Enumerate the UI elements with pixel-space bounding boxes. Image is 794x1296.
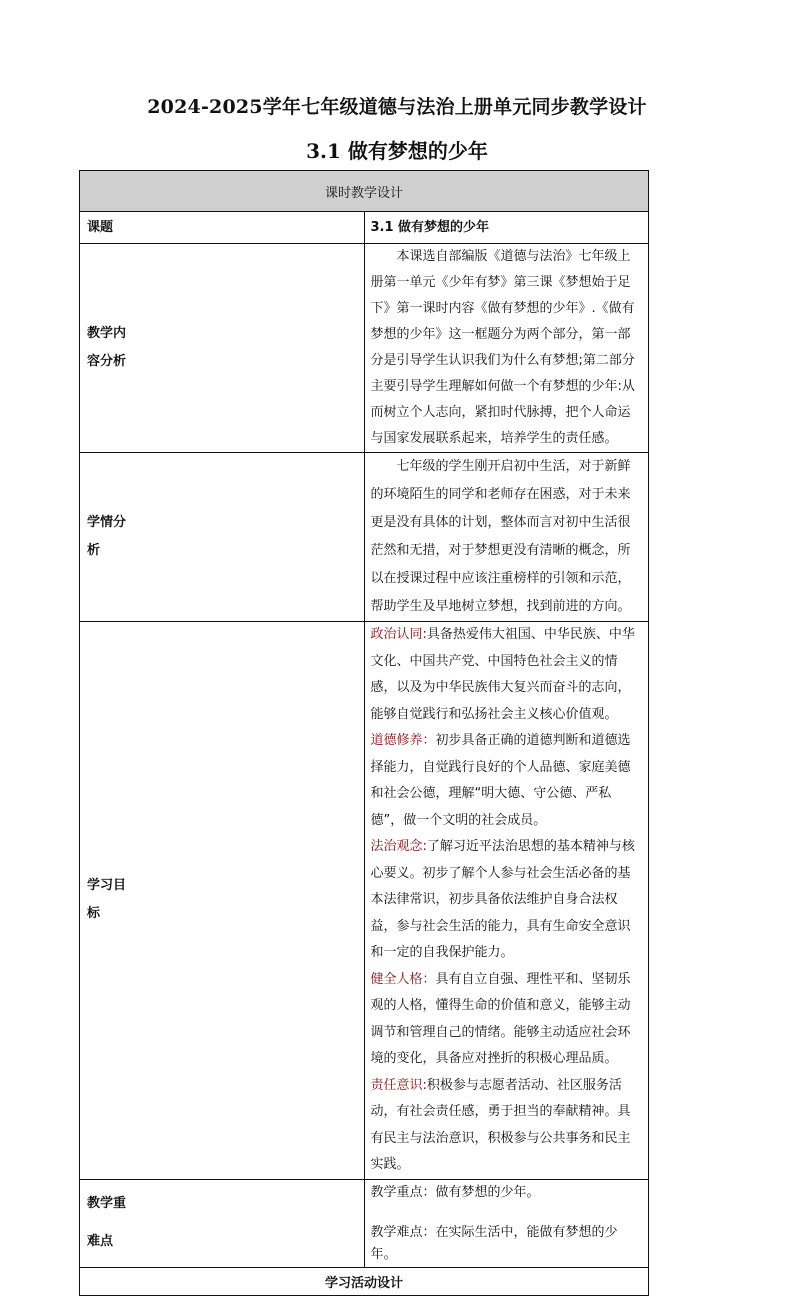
row-label-content-analysis: 教学内容分析	[80, 244, 365, 453]
table-row-learner-analysis	[80, 453, 649, 622]
topic-value: 3.1 做有梦想的少年	[364, 212, 649, 244]
teaching-difficulty: 教学难点：在实际生活中，能做有梦想的少年。	[370, 1224, 618, 1262]
goal-moral-cultivation	[371, 728, 643, 834]
content-analysis-cell	[364, 244, 649, 453]
table-header: 课时教学设计	[80, 171, 649, 212]
row-label-learner-analysis: 学情分析	[80, 453, 365, 622]
lesson-design-table	[79, 170, 649, 1296]
learner-analysis-text: 七年级的学生刚开启初中生活，对于新鲜的环境陌生的同学和老师存在困惑，对于未来更是没有具体的计划，整体而言对初中生活很茫然和无措，对于梦想更没有清晰的概念，所以在授课过程中应该注重榜样的引领和示范，帮助学生及早地树立梦想，找到前进的方向。	[370, 459, 631, 614]
table-row-topic	[80, 212, 649, 244]
learner-analysis-cell	[364, 453, 649, 622]
row-label-topic: 课题	[80, 212, 365, 244]
table-row-content-analysis	[80, 244, 649, 453]
row-label-learning-goals: 学习目标	[80, 622, 365, 1180]
content-analysis-text: 本课选自部编版《道德与法治》七年级上册第一单元《少年有梦》第三课《梦想始于足下》第一课时内容《做有梦想的少年》.《做有梦想的少年》这一框题分为两个部分，第一部分是引导学生认识我们为什么有梦想;第二部分主要引导学生理解如何做一个有梦想的少年:从而树立个人志向，紧扣时代脉搏，把个人命运与国家发展联系起来，培养学生的责任感。	[370, 249, 635, 446]
row-label-focus-difficulty: 教学重难点	[80, 1179, 365, 1267]
table-row-learning-goals	[80, 622, 649, 1180]
goal-text: 具备热爱伟大祖国、中华民族、中华文化、中国共产党、中国特色社会主义的情感，以及为中华民族伟大复兴而奋斗的志向，能够自觉践行和弘扬社会主义核心价值观。	[370, 627, 635, 722]
activity-design-header: 学习活动设计	[80, 1267, 649, 1295]
table-header-row	[80, 171, 649, 212]
goal-key-label: 道德修养：	[370, 733, 436, 748]
goal-key-label: 健全人格：	[370, 971, 436, 987]
goal-sound-personality	[371, 967, 643, 1073]
goal-key-label: 责任意识:	[370, 1077, 427, 1093]
goal-responsibility	[371, 1073, 643, 1179]
goal-rule-of-law	[371, 834, 643, 967]
document-title: 2024-2025学年七年级道德与法治上册单元同步教学设计	[147, 96, 647, 118]
teaching-focus: 教学重点：做有梦想的少年。	[370, 1184, 540, 1200]
goal-political-identity	[371, 622, 643, 728]
goal-text: 积极参与志愿者活动、社区服务活动，有社会责任感，勇于担当的奉献精神。具有民主与法治意识，积极参与公共事务和民主实践。	[370, 1077, 631, 1172]
goal-key-label: 政治认同:	[370, 627, 427, 642]
lesson-subtitle: 3.1 做有梦想的少年	[306, 139, 488, 163]
goal-key-label: 法治观念:	[370, 839, 427, 854]
table-row-activity-design	[80, 1267, 649, 1295]
learning-goals-cell	[364, 622, 649, 1180]
goal-text: 了解习近平法治思想的基本精神与核心要义。初步了解个人参与社会生活必备的基本法律常识，初步具备依法维护自身合法权益，参与社会生活的能力，具有生命安全意识和一定的自我保护能力。	[370, 839, 635, 960]
focus-difficulty-cell	[364, 1179, 649, 1267]
goal-text: 初步具备正确的道德判断和道德选择能力，自觉践行良好的个人品德、家庭美德和社会公德，理解“明大德、守公德、严私德”，做一个文明的社会成员。	[370, 733, 631, 828]
goal-text: 具有自立自强、理性平和、坚韧乐观的人格，懂得生命的价值和意义，能够主动调节和管理自己的情绪。能够主动适应社会环境的变化，具备应对挫折的积极心理品质。	[370, 971, 631, 1066]
table-row-focus-difficulty	[80, 1179, 649, 1267]
